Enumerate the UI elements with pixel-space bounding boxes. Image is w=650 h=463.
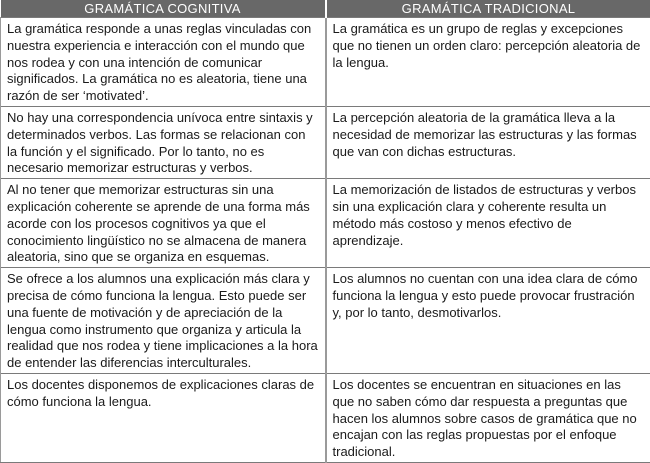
- table-row: [1, 106, 650, 178]
- table-body: [1, 18, 650, 463]
- header-row: [1, 0, 650, 18]
- cell-tradicional: La gramática es un grupo de reglas y excepciones que no tienen un orden claro: percepción aleatoria de la lengua.: [326, 18, 650, 107]
- table-row: [1, 18, 650, 107]
- table-row: [1, 268, 650, 374]
- cell-tradicional: La percepción aleatoria de la gramática lleva a la necesidad de memorizar las estructuras y las formas que van con dichas estructuras.: [326, 106, 650, 178]
- cell-tradicional: La memorización de listados de estructuras y verbos sin una explicación clara y coherente resulta un método más costoso y menos efectivo de aprendizaje.: [326, 179, 650, 268]
- cell-tradicional: Los alumnos no cuentan con una idea clara de cómo funciona la lengua y esto puede provocar frustración y, por lo tanto, desmotivarlos.: [326, 268, 650, 374]
- cell-cognitiva: Los docentes disponemos de explicaciones claras de cómo funciona la lengua.: [1, 373, 326, 462]
- table-header: [1, 0, 650, 18]
- header-gramatica-tradicional: GRAMÁTICA TRADICIONAL: [326, 0, 650, 18]
- table-row: [1, 179, 650, 268]
- cell-tradicional: Los docentes se encuentran en situaciones en las que no saben cómo dar respuesta a preguntas que hacen los alumnos sobre casos de gramática que no encajan con las reglas propuestas por el enfoque tradicional.: [326, 373, 650, 462]
- cell-cognitiva: La gramática responde a unas reglas vinculadas con nuestra experiencia e interacción con el mundo que nos rodea y con una intención de comunicar significados. La gramática no es aleatoria, tiene una razón de ser ‘motivated’.: [1, 18, 326, 107]
- cell-cognitiva: Se ofrece a los alumnos una explicación más clara y precisa de cómo funciona la lengua. Esto puede ser una fuente de motivación y de apreciación de la lengua como instrumento que organiza y articula la realidad que nos rodea y tiene implicaciones a la hora de entender las diferencias interculturales.: [1, 268, 326, 374]
- header-gramatica-cognitiva: GRAMÁTICA COGNITIVA: [1, 0, 326, 18]
- table-row: [1, 373, 650, 462]
- cell-cognitiva: No hay una correspondencia unívoca entre sintaxis y determinados verbos. Las formas se relacionan con la función y el significado. Por lo tanto, no es necesario memorizar estructuras y verbos.: [1, 106, 326, 178]
- cell-cognitiva: Al no tener que memorizar estructuras sin una explicación coherente se aprende de una forma más acorde con los procesos cognitivos ya que el conocimiento lingüístico no se almacena de manera aleatoria, sino que se organiza en esquemas.: [1, 179, 326, 268]
